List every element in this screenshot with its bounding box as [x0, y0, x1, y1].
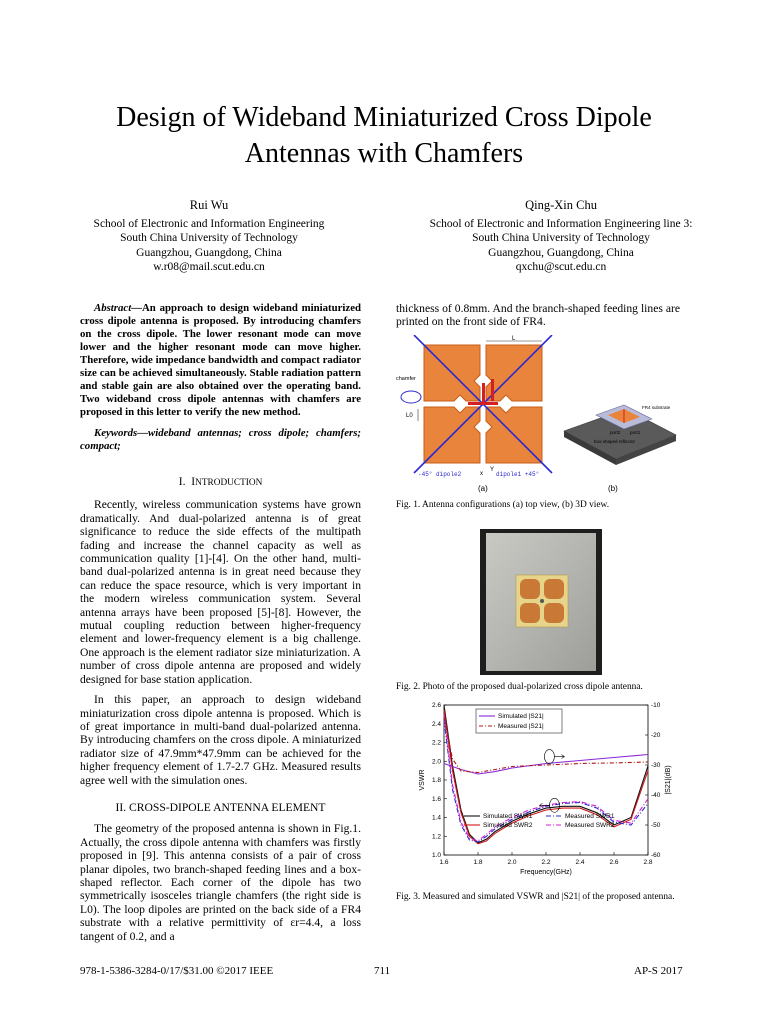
x-tick-label: 1.6	[439, 858, 449, 866]
marker-swr	[550, 798, 560, 812]
keywords-lead: Keywords—	[94, 427, 148, 439]
section-heading-cross-dipole: II. CROSS-DIPOLE ANTENNA ELEMENT	[115, 800, 326, 814]
dipole-top-view	[396, 335, 552, 493]
author-name: Qing-Xin Chu	[525, 198, 597, 212]
x-tick-label: 2.4	[575, 858, 585, 866]
right-column	[396, 302, 680, 903]
figure-3	[396, 699, 680, 903]
marker-s21	[544, 749, 554, 763]
feed-line-vertical	[482, 383, 485, 403]
title-line-2: Antennas with Chamfers	[244, 138, 524, 169]
footer-copyright: 978-1-5386-3284-0/17/$31.00 ©2017 IEEE	[80, 965, 274, 977]
figure-2-caption: Fig. 2. Photo of the proposed dual-polarized cross dipole antenna.	[396, 681, 643, 692]
y-tick-label: 1.8	[431, 777, 441, 785]
author-affiliation: South China University of Technology	[472, 232, 650, 245]
paper-title	[0, 100, 768, 172]
author-block-1	[24, 198, 394, 274]
footer-page-number: 711	[374, 965, 391, 977]
footer-conference: AP-S 2017	[634, 965, 683, 977]
y2-tick-label: -60	[651, 852, 661, 860]
y-tick-label: 2.6	[431, 702, 441, 710]
dipole-3d-view	[564, 405, 676, 493]
author-name: Rui Wu	[189, 198, 229, 212]
label-x-axis: x	[480, 470, 483, 477]
antenna-photo	[396, 529, 680, 677]
figure-3-caption: Fig. 3. Measured and simulated VSWR and |S21| of the proposed antenna.	[396, 891, 675, 902]
photo-feed-point	[540, 599, 544, 603]
keywords	[80, 427, 361, 453]
x-tick-label: 2.0	[507, 858, 517, 866]
label-port1: port1	[630, 429, 641, 435]
y-tick-label: 1.4	[431, 814, 441, 822]
author-affiliation: School of Electronic and Information Engineering line 3:	[429, 218, 693, 231]
legend-label: Simulated SWR2	[483, 822, 533, 830]
x-tick-label: 1.8	[473, 858, 483, 866]
legend-label: Simulated |S21|	[498, 713, 544, 721]
label-L0: L0	[406, 412, 413, 419]
series-line	[444, 754, 648, 774]
section-initial: I	[191, 475, 196, 488]
author-block-2	[376, 198, 746, 274]
label-L: L	[512, 335, 516, 342]
section-title-rest: NTRODUCTION	[195, 478, 263, 488]
feed-line-stub	[491, 379, 494, 401]
series-line	[444, 714, 648, 841]
paragraph: In this paper, an approach to design wideband miniaturization cross dipole antenna is proposed. Which is of great importance in multi-band dual-polarized antenna. By introducing chamfers on the cross dipole. A miniaturized radiator size of 47.9mm*47.9mm can be achieved for the higher frequency element of 1.7-2.7 GHz. Measured results agree well with the simulation ones.	[80, 693, 361, 787]
abstract	[80, 302, 361, 419]
y2-tick-label: -40	[651, 792, 661, 800]
y-tick-label: 1.2	[431, 833, 441, 841]
y-axis-label: VSWR	[419, 769, 426, 791]
author-email: w.r08@mail.scut.edu.cn	[153, 260, 265, 273]
feed-line-horizontal	[468, 402, 498, 405]
y-tick-label: 2.0	[431, 758, 441, 766]
label-fig1a: (a)	[478, 483, 488, 493]
legend-label: Measured SWR2	[565, 822, 615, 830]
y2-tick-label: -20	[651, 732, 661, 740]
label-port2: port2	[610, 429, 621, 435]
section-number: I.	[178, 475, 186, 488]
label-fig1b: (b)	[608, 483, 618, 493]
paragraph-continued: thickness of 0.8mm. And the branch-shaped feeding lines are printed on the front side of FR4.	[396, 302, 680, 329]
title-line-1: Design of Wideband Miniaturized Cross Dipole	[116, 102, 652, 133]
x-axis-label: Frequency(GHz)	[520, 868, 572, 876]
vswr-s21-chart	[396, 699, 680, 885]
chamfer-marker	[401, 391, 421, 403]
y2-tick-label: -50	[651, 822, 661, 830]
y2-tick-label: -30	[651, 762, 661, 770]
petal-top-right	[544, 579, 564, 599]
abstract-body: An approach to design wideband miniaturized cross dipole antenna is proposed. By introducing chamfers on the cross dipole. The lower resonant mode can move lower and the higher resonant mode can move higher. Therefore, wide impedance bandwidth and compact radiator size can be achieved simultaneously. Stable radiation pattern and stable gain are also obtained over the operating band. Two wideband cross dipole antennas with chamfers are proposed in this letter to verify the new method.	[80, 302, 361, 418]
author-affiliation: School of Electronic and Information Engineering	[93, 218, 325, 231]
y-tick-label: 1.0	[431, 852, 441, 860]
figure-2	[396, 529, 680, 693]
petal-bottom-right	[544, 603, 564, 623]
label-chamfer: chamfer	[396, 375, 416, 382]
x-tick-label: 2.6	[609, 858, 619, 866]
paragraph: Recently, wireless communication systems have grown dramatically. And dual-polarized antenna is of great significance to reduce the side effects of the multipath fading and increase the channel capacity as well as communication quality [1]-[4]. On the other hand, multi-band dual-polarized antenna is in great need because they can reduce the space resource, which is very important in the modern wireless communication system. Several antenna arrays have been proposed [5]-[8]. However, the mutual coupling reduction between higher-frequency element and lower-frequency element is a big challenge. One approach is the element radiator size miniaturization. A number of cross dipole antenna are proposed and widely designed for base station application.	[80, 498, 361, 686]
figure-1-caption: Fig. 1. Antenna configurations (a) top view, (b) 3D view.	[396, 499, 610, 510]
x-tick-label: 2.8	[643, 858, 653, 866]
x-tick-label: 2.2	[541, 858, 551, 866]
label-dipole1: dipole1 +45°	[496, 470, 540, 478]
legend-label: Measured SWR1	[565, 813, 615, 821]
arrow-right	[554, 754, 564, 758]
y-tick-label: 2.2	[431, 739, 441, 747]
legend-label: Simulated SWR1	[483, 813, 533, 821]
author-affiliation: Guangzhou, Guangdong, China	[488, 246, 634, 259]
legend-label: Measured |S21|	[498, 723, 544, 731]
label-reflector: box-shaped reflector	[594, 438, 636, 444]
label-dipole2: -45° dipole2	[418, 470, 462, 478]
abstract-lead: Abstract—	[94, 302, 142, 314]
y-tick-label: 1.6	[431, 795, 441, 803]
left-column	[80, 302, 361, 950]
figure-1	[396, 335, 680, 511]
figure-1-graphic	[396, 335, 680, 495]
author-affiliation: South China University of Technology	[120, 232, 298, 245]
label-substrate: FR4 substrate	[642, 404, 671, 410]
arrow-left	[540, 803, 550, 807]
section-heading-introduction	[80, 475, 361, 490]
petal-top-left	[520, 579, 540, 599]
label-y-axis: Y	[490, 466, 495, 473]
paragraph: The geometry of the proposed antenna is shown in Fig.1. Actually, the cross dipole antenna with chamfers was firstly proposed in [9]. This antenna consists of a pair of cross planar dipoles, two branch-shaped feeding lines and a box-shaped reflector. Each corner of the dipole has two symmetrically isosceles triangle chamfers (the right side is L0). The loop dipoles are printed on the back side of a FR4 substrate with a relative permittivity of εr=4.4, a loss tangent of 0.2, and a	[80, 822, 361, 943]
keywords-body: wideband antennas; cross dipole; chamfers; compact;	[80, 427, 361, 452]
petal-bottom-left	[520, 603, 540, 623]
author-affiliation: Guangzhou, Guangdong, China	[136, 246, 282, 259]
y-tick-label: 2.4	[431, 720, 441, 728]
y2-axis-label: |S21|(dB)	[665, 765, 672, 795]
author-email: qxchu@scut.edu.cn	[515, 260, 607, 273]
y2-tick-label: -10	[651, 702, 661, 710]
